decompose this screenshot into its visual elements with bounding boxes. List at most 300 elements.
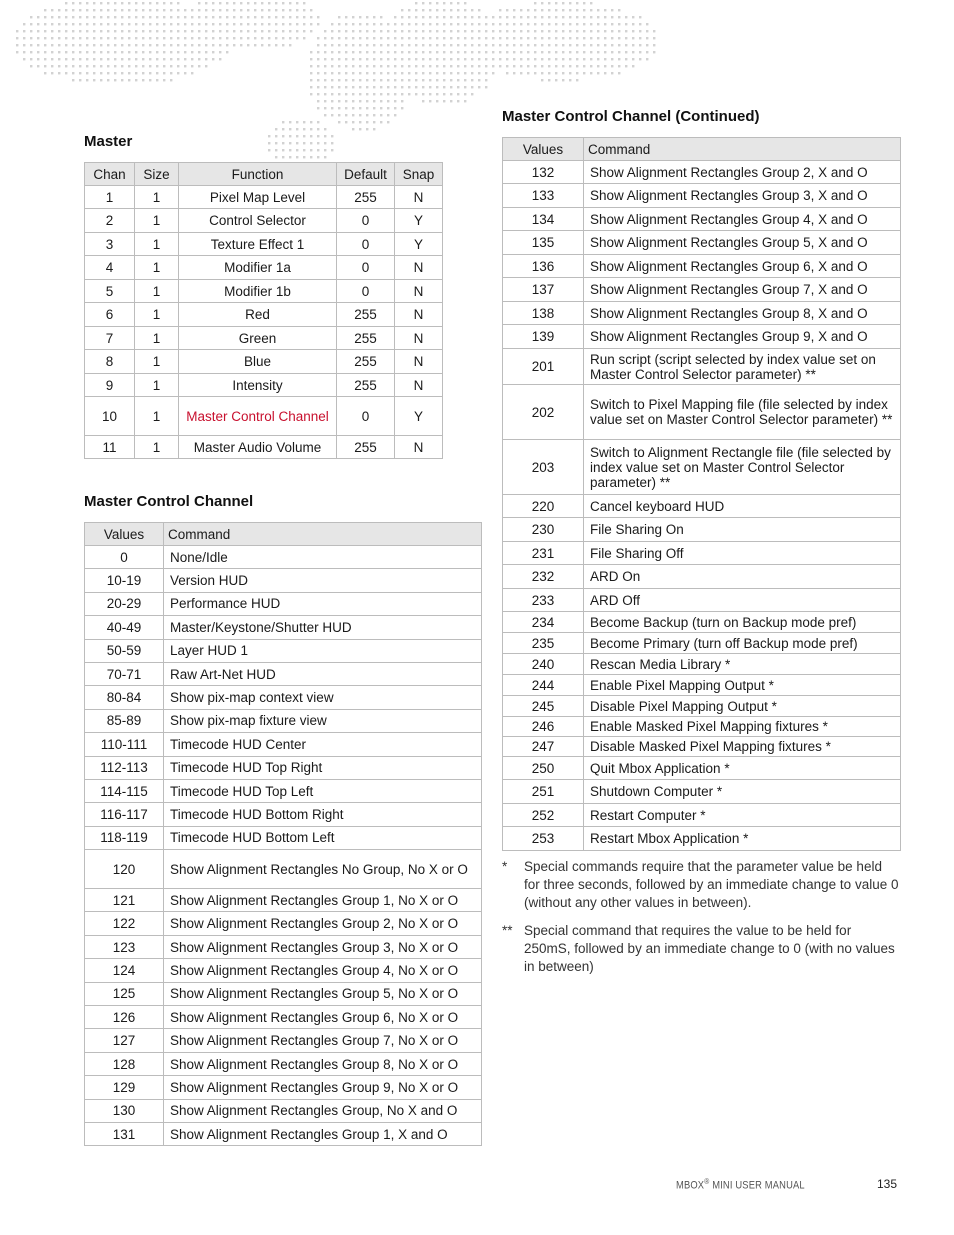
map-dot [191,23,193,25]
table-cell: Blue [179,350,337,374]
map-dot [597,16,599,18]
table-cell: Show Alignment Rectangles Group 1, X and O [164,1122,482,1145]
map-dot [394,79,396,81]
map-dot [303,128,305,130]
map-dot [226,16,228,18]
map-dot [548,79,550,81]
table-cell: 255 [337,374,395,397]
map-dot [352,114,354,116]
table-cell: 11 [85,436,135,459]
map-dot [625,58,627,60]
map-dot [359,93,361,95]
map-dot [499,30,501,32]
map-dot [366,72,368,74]
map-dot [324,72,326,74]
map-dot [317,128,319,130]
map-dot [331,23,333,25]
map-dot [590,16,592,18]
map-dot [254,37,256,39]
map-dot [625,37,627,39]
map-dot [296,149,298,151]
map-dot [268,30,270,32]
map-dot [240,44,242,46]
map-dot [177,65,179,67]
table-cell: 80-84 [85,686,164,709]
map-dot [191,9,193,11]
map-dot [541,37,543,39]
table-row [85,1006,482,1029]
table-cell: N [395,186,443,209]
master-control-channel-continued-table [502,137,901,851]
map-dot [100,37,102,39]
map-dot [331,79,333,81]
map-dot [534,65,536,67]
table-cell: 50-59 [85,639,164,662]
table-row [85,982,482,1005]
map-dot [527,58,529,60]
table-cell: Timecode HUD Bottom Right [164,803,482,826]
map-dot [170,30,172,32]
map-dot [569,23,571,25]
map-dot [443,44,445,46]
map-dot [303,9,305,11]
table-cell: 5 [85,280,135,303]
map-dot [37,65,39,67]
map-dot [471,93,473,95]
map-dot [646,37,648,39]
map-dot [485,65,487,67]
map-dot [513,30,515,32]
map-dot [597,44,599,46]
map-dot [429,100,431,102]
map-dot [352,30,354,32]
map-dot [149,44,151,46]
map-dot [51,44,53,46]
map-dot [492,65,494,67]
table-cell: Show Alignment Rectangles Group 4, X and O [584,208,901,231]
map-dot [492,30,494,32]
map-dot [583,58,585,60]
table-row [503,385,901,440]
map-dot [240,9,242,11]
map-dot [436,37,438,39]
table-row [85,733,482,756]
map-dot [373,58,375,60]
map-dot [569,30,571,32]
map-dot [394,65,396,67]
map-dot [233,30,235,32]
map-dot [156,72,158,74]
map-dot [93,30,95,32]
map-dot [401,65,403,67]
map-dot [436,2,438,4]
map-dot [359,37,361,39]
map-dot [205,51,207,53]
map-dot [247,9,249,11]
map-dot [79,30,81,32]
map-dot [562,37,564,39]
map-dot [576,23,578,25]
map-dot [527,30,529,32]
map-dot [23,37,25,39]
map-dot [345,65,347,67]
table-cell: N [395,256,443,280]
map-dot [485,86,487,88]
map-dot [240,30,242,32]
map-dot [275,156,277,158]
map-dot [30,44,32,46]
map-dot [387,114,389,116]
map-dot [275,128,277,130]
map-dot [310,9,312,11]
table-cell: Y [395,397,443,436]
map-dot [86,65,88,67]
map-dot [107,44,109,46]
map-dot [569,44,571,46]
table-row [503,302,901,325]
map-dot [282,121,284,123]
map-dot [583,44,585,46]
map-dot [254,9,256,11]
map-dot [520,16,522,18]
map-dot [282,149,284,151]
table-cell: 10 [85,397,135,436]
map-dot [548,44,550,46]
map-dot [485,51,487,53]
map-dot [471,72,473,74]
map-dot [142,30,144,32]
map-dot [464,79,466,81]
map-dot [296,30,298,32]
map-dot [324,114,326,116]
map-dot [604,16,606,18]
map-dot [156,58,158,60]
map-dot [618,72,620,74]
map-dot [289,156,291,158]
map-dot [303,121,305,123]
map-dot [86,79,88,81]
map-dot [317,135,319,137]
map-dot [422,30,424,32]
map-dot [618,23,620,25]
map-dot [366,128,368,130]
map-dot [464,30,466,32]
map-dot [170,44,172,46]
table-cell: 0 [337,209,395,233]
map-dot [275,44,277,46]
map-dot [79,79,81,81]
map-dot [317,79,319,81]
map-dot [401,16,403,18]
map-dot [387,100,389,102]
map-dot [457,79,459,81]
map-dot [170,72,172,74]
map-dot [310,58,312,60]
map-dot [555,16,557,18]
map-dot [93,51,95,53]
table-cell: None/Idle [164,546,482,569]
table-row [85,546,482,569]
map-dot [184,23,186,25]
map-dot [16,44,18,46]
table-cell: 1 [135,280,179,303]
map-dot [359,65,361,67]
map-dot [352,37,354,39]
map-dot [268,9,270,11]
table-row [85,756,482,779]
table-cell: 4 [85,256,135,280]
map-dot [415,44,417,46]
map-dot [100,79,102,81]
map-dot [100,23,102,25]
map-dot [184,30,186,32]
map-dot [604,65,606,67]
map-dot [548,2,550,4]
map-dot [324,149,326,151]
map-dot [639,16,641,18]
map-dot [415,86,417,88]
map-dot [282,142,284,144]
table-cell: 0 [85,546,164,569]
map-dot [352,128,354,130]
table-row [85,1052,482,1075]
map-dot [569,72,571,74]
map-dot [569,16,571,18]
map-dot [443,79,445,81]
map-dot [331,142,333,144]
map-dot [359,30,361,32]
map-dot [289,37,291,39]
map-dot [415,23,417,25]
map-dot [499,16,501,18]
map-dot [233,44,235,46]
table-cell: Green [179,327,337,350]
table-row [85,256,443,280]
table-row [503,633,901,654]
table-row [85,303,443,327]
map-dot [394,107,396,109]
map-dot [520,37,522,39]
map-dot [289,128,291,130]
map-dot [373,72,375,74]
map-dot [583,9,585,11]
map-dot [520,51,522,53]
map-dot [401,93,403,95]
map-dot [114,65,116,67]
map-dot [247,44,249,46]
map-dot [156,23,158,25]
map-dot [359,23,361,25]
map-dot [436,79,438,81]
map-dot [107,51,109,53]
map-dot [373,65,375,67]
table-cell: 112-113 [85,756,164,779]
map-dot [23,30,25,32]
map-dot [548,37,550,39]
table-row [503,757,901,780]
map-dot [310,135,312,137]
map-dot [366,121,368,123]
table-row [503,349,901,385]
map-dot [506,65,508,67]
map-dot [604,30,606,32]
map-dot [282,156,284,158]
map-dot [450,44,452,46]
map-dot [177,37,179,39]
map-dot [128,16,130,18]
map-dot [149,72,151,74]
map-dot [373,128,375,130]
map-dot [513,37,515,39]
map-dot [233,9,235,11]
map-dot [205,23,207,25]
map-dot [212,58,214,60]
map-dot [464,44,466,46]
map-dot [163,23,165,25]
map-dot [394,51,396,53]
map-dot [240,37,242,39]
map-dot [142,37,144,39]
map-dot [429,72,431,74]
map-dot [541,58,543,60]
map-dot [548,58,550,60]
map-dot [576,44,578,46]
map-dot [506,9,508,11]
map-dot [576,51,578,53]
table-cell: Timecode HUD Top Left [164,779,482,802]
map-dot [352,72,354,74]
map-dot [338,58,340,60]
table-cell: 130 [85,1099,164,1122]
table-row [85,959,482,982]
map-dot [177,30,179,32]
map-dot [387,44,389,46]
map-dot [604,58,606,60]
map-dot [268,23,270,25]
table-cell: 137 [503,278,584,302]
map-dot [345,44,347,46]
map-dot [303,135,305,137]
map-dot [415,30,417,32]
map-dot [485,79,487,81]
map-dot [296,16,298,18]
column-header: Values [503,138,584,161]
map-dot [72,30,74,32]
map-dot [44,9,46,11]
map-dot [527,65,529,67]
map-dot [324,93,326,95]
map-dot [198,65,200,67]
map-dot [569,9,571,11]
map-dot [604,37,606,39]
map-dot [611,23,613,25]
map-dot [597,30,599,32]
table-cell: Restart Mbox Application * [584,827,901,851]
map-dot [282,135,284,137]
map-dot [562,16,564,18]
map-dot [114,2,116,4]
map-dot [366,93,368,95]
map-dot [58,30,60,32]
table-cell: Modifier 1b [179,280,337,303]
map-dot [142,79,144,81]
map-dot [142,16,144,18]
map-dot [506,44,508,46]
map-dot [506,16,508,18]
map-dot [513,72,515,74]
table-cell: Timecode HUD Bottom Left [164,826,482,849]
map-dot [422,23,424,25]
map-dot [324,44,326,46]
map-dot [604,23,606,25]
map-dot [338,100,340,102]
table-cell: Show Alignment Rectangles Group 2, X and O [584,161,901,184]
map-dot [191,72,193,74]
map-dot [534,30,536,32]
map-dot [562,23,564,25]
map-dot [548,51,550,53]
map-dot [37,44,39,46]
map-dot [499,65,501,67]
table-row [85,1122,482,1145]
map-dot [191,37,193,39]
map-dot [44,16,46,18]
map-dot [366,86,368,88]
map-dot [156,65,158,67]
table-cell: Raw Art-Net HUD [164,662,482,685]
map-dot [527,51,529,53]
map-dot [72,9,74,11]
table-cell: File Sharing On [584,518,901,542]
map-dot [443,16,445,18]
map-dot [261,44,263,46]
table-row [85,1099,482,1122]
map-dot [653,37,655,39]
map-dot [590,72,592,74]
map-dot [436,93,438,95]
map-dot [408,23,410,25]
map-dot [576,65,578,67]
table-cell: Master Audio Volume [179,436,337,459]
table-cell: 251 [503,780,584,804]
map-dot [324,58,326,60]
master-heading: Master [84,133,133,150]
table-cell: 247 [503,737,584,757]
map-dot [65,37,67,39]
map-dot [632,16,634,18]
map-dot [394,93,396,95]
map-dot [86,30,88,32]
map-dot [254,44,256,46]
map-dot [527,44,529,46]
table-row [85,280,443,303]
map-dot [534,2,536,4]
map-dot [604,44,606,46]
map-dot [226,51,228,53]
map-dot [338,16,340,18]
map-dot [457,58,459,60]
map-dot [198,30,200,32]
map-dot [345,23,347,25]
map-dot [331,86,333,88]
map-dot [44,65,46,67]
table-cell: 85-89 [85,709,164,732]
map-dot [345,114,347,116]
map-dot [401,30,403,32]
map-dot [527,72,529,74]
map-dot [555,30,557,32]
map-dot [310,51,312,53]
